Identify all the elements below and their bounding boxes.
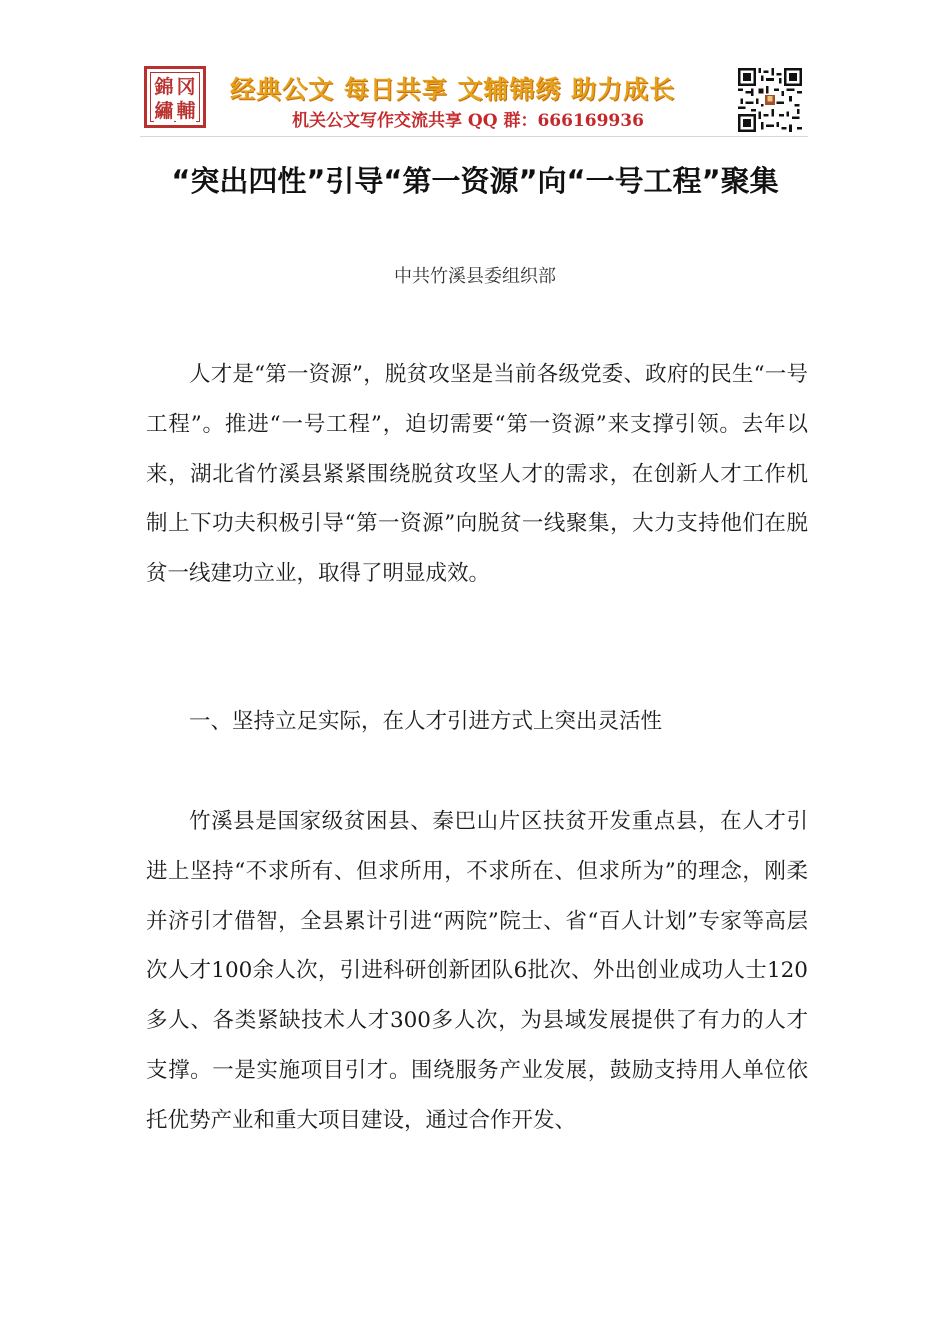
seal-logo [144, 66, 206, 128]
header-banner [140, 66, 808, 136]
body-paragraph: 人才是“第一资源”，脱贫攻坚是当前各级党委、政府的民生“一号工程”。推进“一号工程”，迫切需要“第一资源”来支撑引领。去年以来，湖北省竹溪县紧紧围绕脱贫攻坚人才的需求，在创新人才工作机制上下功夫积极引导“第一资源”向脱贫一线聚集，大力支持他们在脱贫一线建功立业，取得了明显成效。 [146, 362, 808, 587]
seal-char: 冈 [176, 76, 196, 98]
section-heading: 一、坚持立足实际，在人才引进方式上突出灵活性 [189, 709, 663, 734]
qr-code-icon [738, 68, 802, 132]
article-author: 中共竹溪县委组织部 [394, 266, 556, 287]
body-paragraph: 竹溪县是国家级贫困县、秦巴山片区扶贫开发重点县，在人才引进上坚持“不求所有、但求所用，不求所在、但求所为”的理念，刚柔并济引才借智，全县累计引进“两院”院士、省“百人计划”专家等高层次人才100余人次，引进科研创新团队6批次、外出创业成功人士120多人、各类紧缺技术人才300多人次，为县域发展提供了有力的人才支撑。一是实施项目引才。围绕服务产业发展，鼓励支持用人单位依托优势产业和重大项目建设，通过合作开发、 [146, 809, 808, 1133]
article-title: “突出四性”引导“第一资源”向“一号工程”聚集 [171, 164, 779, 198]
banner-divider [140, 136, 808, 137]
seal-char: 繡 [154, 100, 174, 122]
banner-group-info: 机关公文写作交流共享 QQ 群：666169936 [292, 111, 644, 131]
seal-char: 輔 [176, 100, 196, 122]
seal-char: 錦 [154, 76, 174, 98]
banner-slogan: 经典公文 每日共享 文辅锦绣 助力成长 [230, 75, 676, 104]
